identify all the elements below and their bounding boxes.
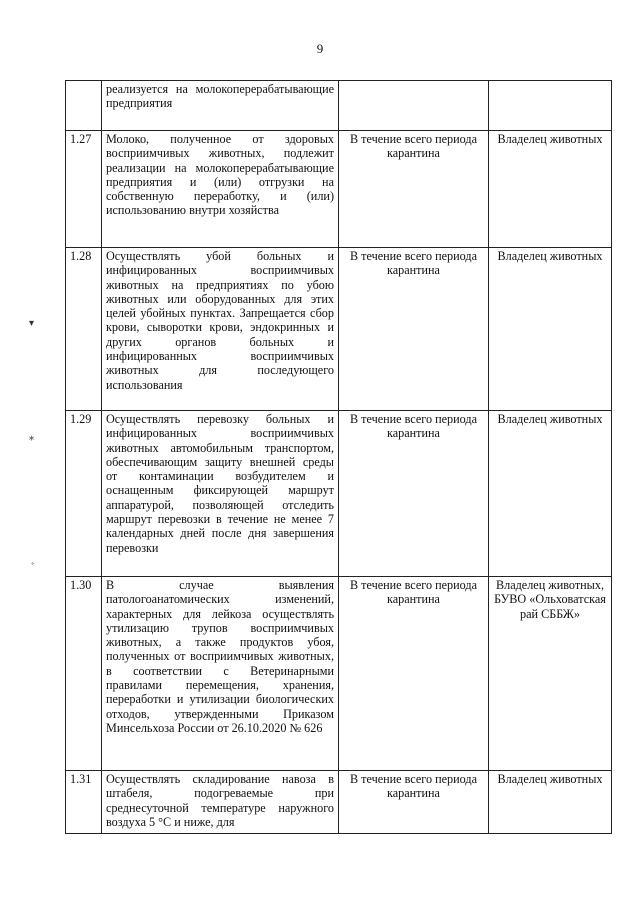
term-text: В течение всего периода карантина	[339, 771, 489, 834]
row-number	[66, 81, 102, 131]
measure-text: Осуществлять складирование навоза в штабеля, подогреваемые при среднесуточной температуре наружного воздуха 5 °С и ниже, для	[102, 771, 339, 834]
term-text: В течение всего периода карантина	[339, 411, 489, 577]
responsible-text: Владелец животных, БУВО «Ольховатская рай СББЖ»	[489, 577, 612, 771]
row-number: 1.31	[66, 771, 102, 834]
measure-text: В случае выявления патологоанатомических изменений, характерных для лейкоза осуществлять утилизацию трупов восприимчивых животных, а также продуктов убоя, полученных от восприимчивых животных, в соответствии с Ветеринарными правилами перемещения, хранения, переработки и утилизации биологических отходов, утвержденными Приказом Минсельхоза России от 26.10.2020 № 626	[102, 577, 339, 771]
table-row	[66, 248, 612, 411]
table-row	[66, 81, 612, 131]
responsible-text: Владелец животных	[489, 248, 612, 411]
margin-mark: ˳	[31, 554, 35, 565]
term-text: В течение всего периода карантина	[339, 577, 489, 771]
responsible-text: Владелец животных	[489, 131, 612, 248]
measure-text: Осуществлять убой больных и инфицированных восприимчивых животных на предприятиях по убою животных или оборудованных для этих целей убойных пунктах. Запрещается сбор крови, сыворотки крови, эндокринных и других органов больных и инфицированных восприимчивых животных для последующего использования	[102, 248, 339, 411]
table-row	[66, 411, 612, 577]
table-row	[66, 577, 612, 771]
responsible-text: Владелец животных	[489, 771, 612, 834]
margin-mark: ▾	[29, 318, 35, 329]
page-number: 9	[316, 41, 324, 56]
responsible-text	[489, 81, 612, 131]
row-number: 1.28	[66, 248, 102, 411]
margin-mark: ⁎	[29, 432, 34, 443]
table-row	[66, 131, 612, 248]
table-row	[66, 771, 612, 834]
responsible-text: Владелец животных	[489, 411, 612, 577]
measures-table	[65, 80, 612, 834]
term-text: В течение всего периода карантина	[339, 131, 489, 248]
measure-text: Молоко, полученное от здоровых восприимчивых животных, подлежит реализации на молокоперерабатывающие предприятия и (или) отгрузки на собственную переработку, и (или) использованию внутри хозяйства	[102, 131, 339, 248]
term-text	[339, 81, 489, 131]
row-number: 1.29	[66, 411, 102, 577]
measure-text: Осуществлять перевозку больных и инфицированных восприимчивых животных автомобильным транспортом, обеспечивающим защиту внешней среды от контаминации возбудителем и оснащенным фиксирующей маршрут аппаратурой, позволяющей отследить маршрут перевозки в течение не менее 7 календарных дней после дня завершения перевозки	[102, 411, 339, 577]
term-text: В течение всего периода карантина	[339, 248, 489, 411]
row-number: 1.27	[66, 131, 102, 248]
row-number: 1.30	[66, 577, 102, 771]
measure-text: реализуется на молокоперерабатывающие предприятия	[102, 81, 339, 131]
